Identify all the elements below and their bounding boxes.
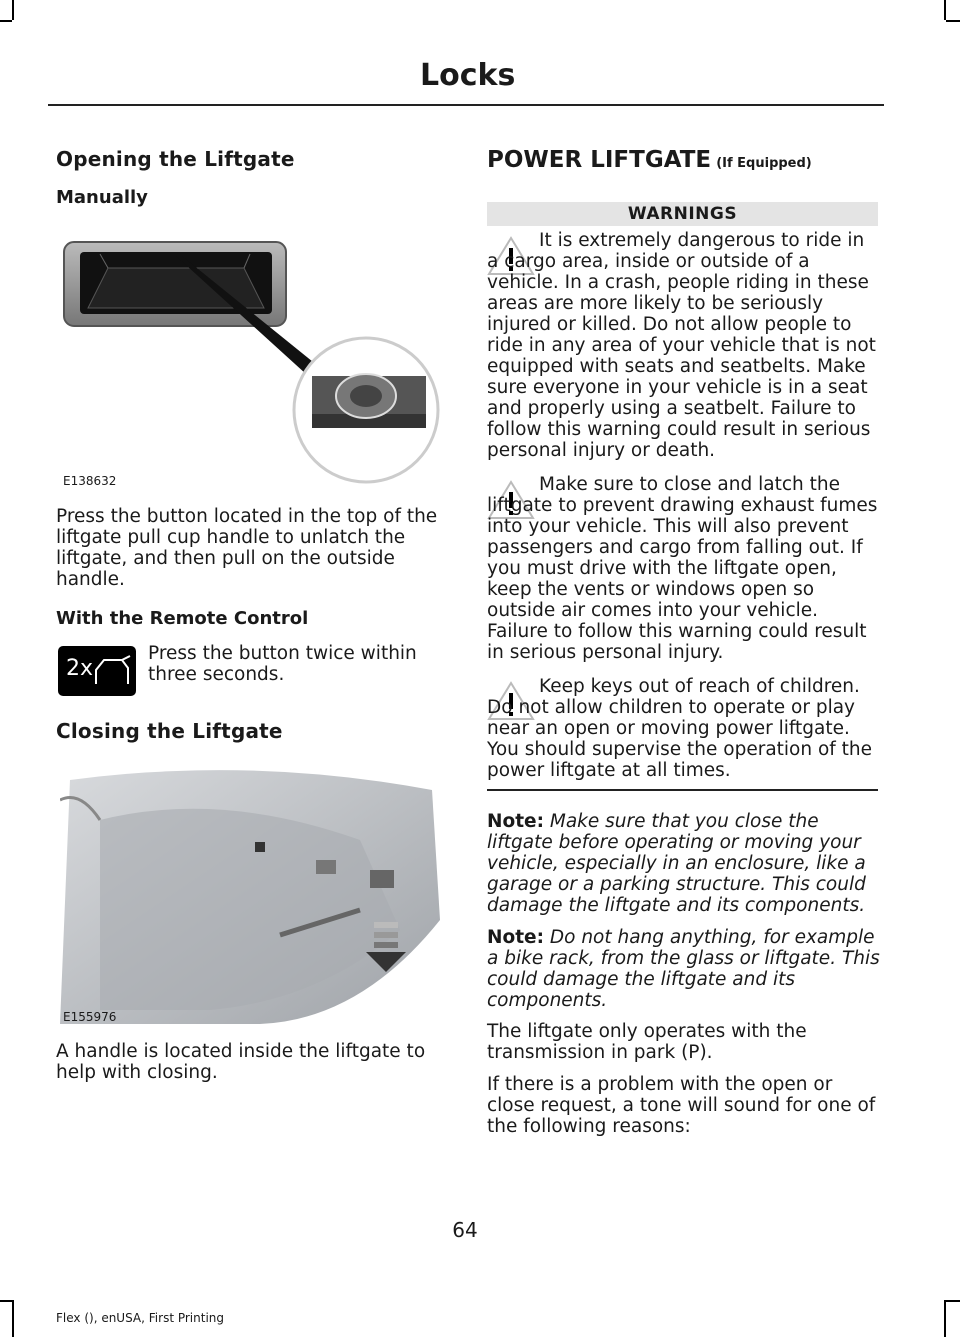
power-liftgate-title <box>487 147 812 173</box>
warnings-header: WARNINGS <box>487 202 878 226</box>
if-equipped-note: (If Equipped) <box>716 156 812 171</box>
crop-mark <box>944 1300 946 1337</box>
note-1-text: Make sure that you close the liftgate before operating or moving your vehicle, especially in an enclosure, like a garage or a parking structure. This could damage the liftgate and its components. <box>487 811 866 916</box>
note-1-label: Note: <box>487 811 544 832</box>
park-paragraph: The liftgate only operates with the transmission in park (P). <box>487 1021 807 1063</box>
remote-control-label: With the Remote Control <box>56 608 309 629</box>
remote-instructions: Press the button twice within three seconds. <box>148 643 417 685</box>
note-2-label: Note: <box>487 927 544 948</box>
note-2-text: Do not hang anything, for example a bike rack, from the glass or liftgate. This could damage the liftgate and its components. <box>487 927 880 1011</box>
power-liftgate-heading: POWER LIFTGATE <box>487 147 712 173</box>
warning-1-text: It is extremely dangerous to ride in a cargo area, inside or outside of a vehicle. In a crash, people riding in these areas are more likely to be seriously injured or killed. Do not allow people to ride in any area of your vehicle that is not equipped with seats and seatbelts. Make sure everyone in your vehicle is in a seat and properly using a seatbelt. Failure to follow this warning could result in serious personal injury or death. <box>487 230 876 461</box>
page-number-value: 64 <box>452 1218 478 1242</box>
crop-mark <box>944 0 946 20</box>
remote-icon-label: 2x <box>66 656 94 681</box>
crop-mark <box>946 20 960 22</box>
note-2 <box>487 927 880 1011</box>
closing-title: Closing the Liftgate <box>56 719 283 743</box>
tone-paragraph: If there is a problem with the open or close request, a tone will sound for one of the following reasons: <box>487 1074 876 1137</box>
closing-instructions: A handle is located inside the liftgate to help with closing. <box>56 1041 426 1083</box>
liftgate-icon <box>94 654 132 688</box>
page-number <box>0 1218 930 1242</box>
footer-text: Flex (), enUSA, First Printing <box>56 1311 224 1325</box>
warning-3-text: Keep keys out of reach of children. Do not allow children to operate or play near an open or moving power liftgate. You should supervise the operation of the power liftgate at all times. <box>487 676 873 781</box>
header-rule <box>48 104 884 106</box>
crop-mark <box>0 20 12 22</box>
figure-id: E138632 <box>63 474 117 488</box>
manual-instructions: Press the button located in the top of the liftgate pull cup handle to unlatch the liftgate, and then pull on the outside handle. <box>56 506 438 590</box>
crop-mark <box>0 1300 12 1302</box>
opening-title: Opening the Liftgate <box>56 147 295 171</box>
crop-mark <box>946 1300 960 1302</box>
liftgate-interior-illustration <box>60 760 440 1024</box>
liftgate-remote-icon <box>58 646 136 696</box>
warning-2-text: Make sure to close and latch the liftgate to prevent drawing exhaust fumes into your vehicle. This will also prevent passengers and cargo from falling out. If you must drive with the liftgate open, keep the vents or windows open so outside air comes into your vehicle. Failure to follow this warning could result in serious personal injury. <box>487 474 878 663</box>
pull-cup-handle-illustration <box>60 238 450 488</box>
crop-mark <box>12 0 14 20</box>
manually-label: Manually <box>56 187 148 208</box>
warnings-divider <box>487 789 878 791</box>
note-1 <box>487 811 880 916</box>
crop-mark <box>12 1300 14 1337</box>
figure-id: E155976 <box>63 1010 117 1024</box>
